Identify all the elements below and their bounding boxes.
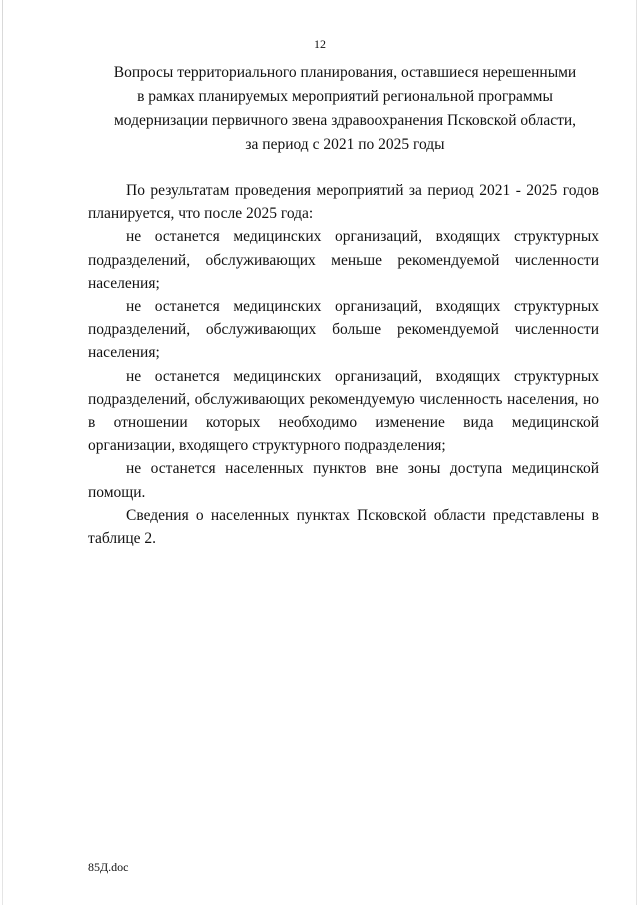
heading-line: модернизации первичного звена здравоохранения Псковской области, (113, 112, 577, 129)
heading-line: за период с 2021 по 2025 годы (245, 136, 445, 153)
scan-edge-right (636, 0, 637, 905)
scan-edge-left (2, 0, 3, 905)
page-number: 12 (314, 37, 326, 51)
paragraph-item: не останется медицинских организаций, входящих структурных подразделений, обслуживающих рекомендуемую численность населения, но в отношении которых необходимо изменение вида медицинской организации, входящего структурного подразделения; (88, 367, 599, 455)
document-body (88, 179, 599, 550)
document-heading (60, 61, 630, 157)
paragraph-intro: По результатам проведения мероприятий за период 2021 - 2025 годов планируется, что после 2025 года: (88, 182, 599, 223)
paragraph-item: не останется медицинских организаций, входящих структурных подразделений, обслуживающих меньше рекомендуемой численности населения; (88, 228, 599, 292)
heading-line: в рамках планируемых мероприятий региональной программы (137, 88, 553, 105)
paragraph-item: не останется медицинских организаций, входящих структурных подразделений, обслуживающих больше рекомендуемой численности населения; (88, 298, 599, 362)
paragraph-item: не останется населенных пунктов вне зоны доступа медицинской помощи. (88, 460, 599, 501)
footer-file-code: 85Д.doc (88, 860, 129, 874)
heading-line: Вопросы территориального планирования, оставшиеся нерешенными (113, 64, 577, 81)
paragraph-reference: Сведения о населенных пунктах Псковской области представлены в таблице 2. (88, 506, 599, 548)
